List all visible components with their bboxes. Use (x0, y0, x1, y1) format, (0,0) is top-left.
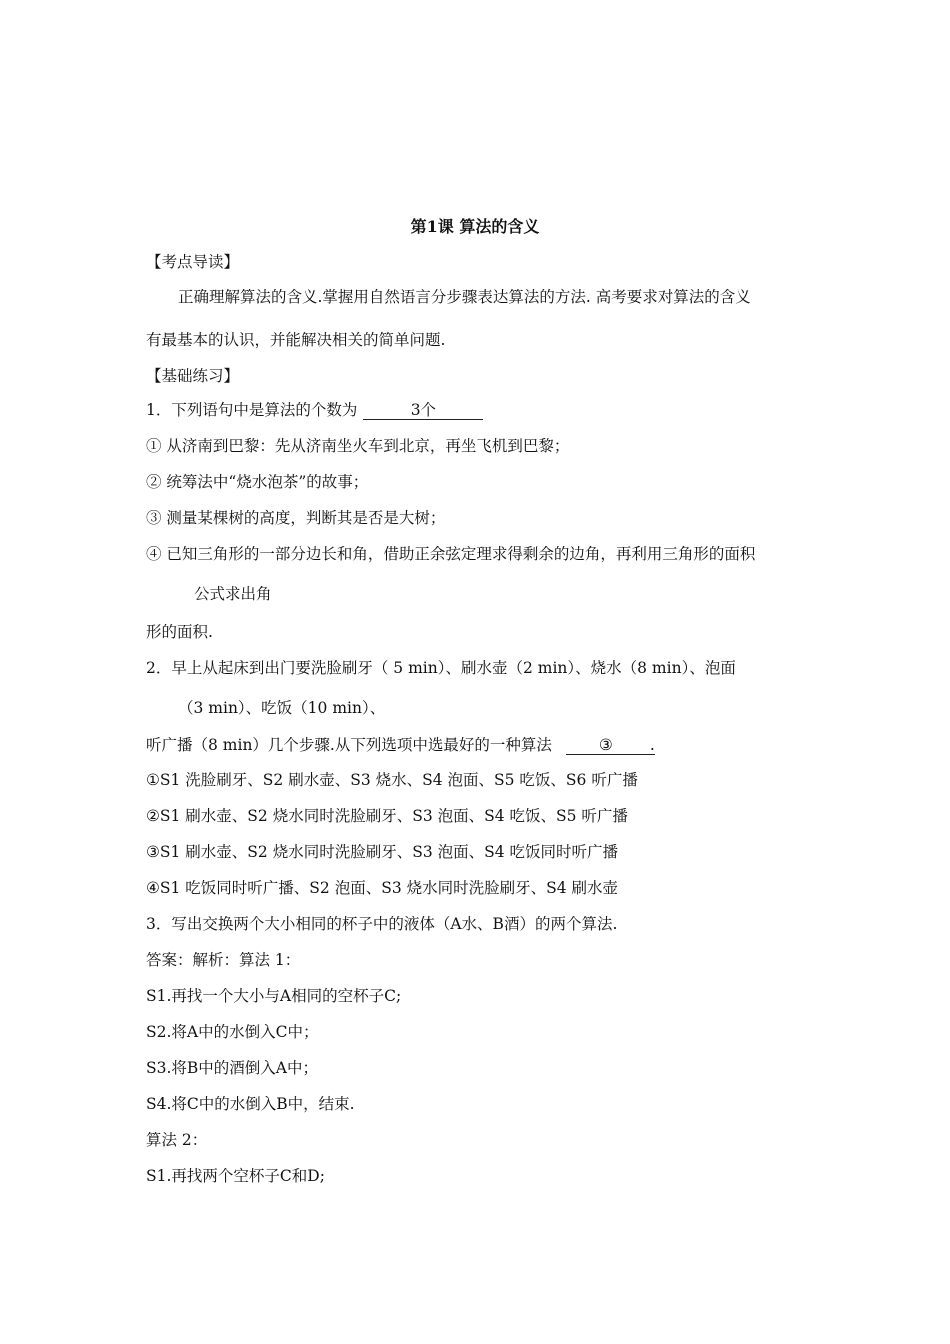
q2-stem-line-3 (146, 735, 655, 755)
page-title: 第1课 算法的含义 (410, 217, 540, 236)
q2-answer-blank: ③ (566, 736, 646, 755)
q1-option-2: ② 统筹法中“烧水泡茶”的故事； (146, 473, 369, 491)
intro-line-2: 有最基本的认识，并能解决相关的简单问题. (146, 331, 446, 349)
q2-stem-line-2: （3 min）、吃饭（10 min）、 (178, 699, 386, 717)
q2-stem-text: 听广播（8 min）几个步骤.从下列选项中选最好的一种算法 (146, 736, 552, 754)
q1-stem: 1．下列语句中是算法的个数为 (146, 401, 358, 419)
intro-line-1: 正确理解算法的含义.掌握用自然语言分步骤表达算法的方法. 高考要求对算法的含义 (178, 288, 751, 306)
q3-answer-heading: 答案：解析：算法 1： (146, 951, 301, 969)
q2-option-3: ③S1 刷水壶、S2 烧水同时洗脸刷牙、S3 泡面、S4 吃饭同时听广播 (146, 843, 619, 861)
q3-alg1-step-4: S4.将C中的水倒入B中，结束. (146, 1095, 355, 1113)
q3-stem: 3．写出交换两个大小相同的杯子中的液体（A水、B酒）的两个算法. (146, 915, 618, 933)
q1-option-3: ③ 测量某棵树的高度，判断其是否是大树； (146, 509, 446, 527)
q2-option-2: ②S1 刷水壶、S2 烧水同时洗脸刷牙、S3 泡面、S4 吃饭、S5 听广播 (146, 807, 628, 825)
q1-option-4-line-3: 形的面积. (146, 623, 213, 641)
q1-option-4-line-1: ④ 已知三角形的一部分边长和角，借助正余弦定理求得剩余的边角，再利用三角形的面积 (146, 545, 756, 563)
q2-answer-period: . (646, 736, 655, 755)
q3-alg2-step-1: S1.再找两个空杯子C和D; (146, 1167, 325, 1185)
q1-option-4-line-2: 公式求出角 (194, 585, 272, 603)
q2-option-1: ①S1 洗脸刷牙、S2 刷水壶、S3 烧水、S4 泡面、S5 吃饭、S6 听广播 (146, 771, 638, 789)
q1-option-1: ① 从济南到巴黎：先从济南坐火车到北京，再坐飞机到巴黎； (146, 437, 570, 455)
q3-alg1-step-2: S2.将A中的水倒入C中； (146, 1023, 319, 1041)
q2-stem-line-1: 2．早上从起床到出门要洗脸刷牙（ 5 min）、刷水壶（2 min）、烧水（8 min）、泡面 (146, 659, 736, 677)
q1-answer-blank: 3个 (363, 401, 483, 420)
q3-alg1-step-3: S3.将B中的酒倒入A中； (146, 1059, 318, 1077)
q3-alg1-step-1: S1.再找一个大小与A相同的空杯子C; (146, 987, 402, 1005)
section-heading-jichu: 【基础练习】 (146, 367, 240, 385)
q3-alg2-heading: 算法 2： (146, 1131, 208, 1149)
q1-stem-line (146, 400, 483, 420)
section-heading-kaodian: 【考点导读】 (146, 253, 240, 271)
q2-option-4: ④S1 吃饭同时听广播、S2 泡面、S3 烧水同时洗脸刷牙、S4 刷水壶 (146, 879, 619, 897)
